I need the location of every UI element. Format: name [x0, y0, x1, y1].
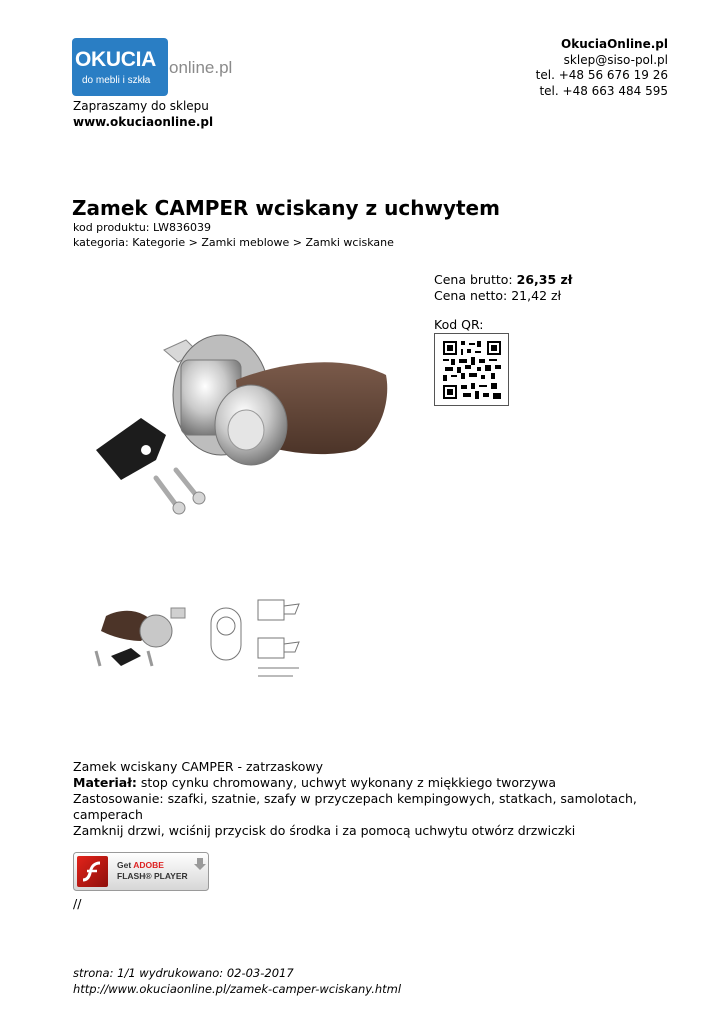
desc-instruction: Zamknij drzwi, wciśnij przycisk do środka i za pomocą uchwytu otwórz drzwiczki — [73, 823, 576, 838]
contact-block — [536, 37, 668, 99]
flash-badge-text — [117, 860, 188, 882]
desc-material — [73, 775, 653, 791]
print-footer — [73, 965, 401, 997]
price-net-label: Cena netto: — [434, 288, 508, 303]
contact-email[interactable]: sklep@siso-pol.pl — [563, 52, 668, 67]
footer-url[interactable]: http://www.okuciaonline.pl/zamek-camper-wciskany.html — [73, 982, 402, 996]
flash-badge-line-1 — [117, 860, 188, 871]
get-flash-player-badge[interactable] — [73, 852, 209, 891]
intro-block — [73, 98, 213, 130]
flash-adobe: ADOBE — [133, 860, 164, 870]
desc-line-1: Zamek wciskany CAMPER - zatrzaskowy — [73, 759, 324, 774]
desc-material-label: Materiał: — [73, 775, 137, 790]
footer-page-info: strona: 1/1 wydrukowano: 02-03-2017 — [73, 966, 294, 980]
logo-word: OKUCIA — [75, 48, 157, 71]
intro-text: Zapraszamy do sklepu — [73, 99, 209, 113]
flash-f-icon — [77, 856, 108, 887]
logo-subtitle: do mebli i szkła — [82, 75, 151, 86]
price-net — [434, 288, 572, 304]
qr-label: Kod QR: — [434, 317, 484, 332]
price-gross-label: Cena brutto: — [434, 272, 513, 287]
product-category: kategoria: Kategorie > Zamki meblowe > Zamki wciskane — [73, 236, 394, 249]
site-logo[interactable] — [72, 38, 242, 98]
qr-code-icon — [443, 341, 501, 399]
contact-phone-1: tel. +48 56 676 19 26 — [535, 68, 668, 82]
product-main-image — [86, 300, 406, 530]
site-link[interactable]: www.okuciaonline.pl — [73, 115, 214, 129]
slashes-text: // — [73, 896, 82, 911]
flash-get: Get — [117, 860, 134, 870]
logo-suffix: online.pl — [169, 58, 233, 77]
flash-badge-line-2: FLASH® PLAYER — [117, 871, 188, 881]
product-code: kod produktu: LW836039 — [73, 221, 211, 234]
product-title: Zamek CAMPER wciskany z uchwytem — [72, 196, 500, 220]
product-meta — [73, 220, 394, 250]
product-description — [73, 759, 653, 839]
contact-phone-2: tel. +48 663 484 595 — [539, 83, 668, 98]
product-thumbnail-drawing[interactable] — [203, 586, 309, 686]
desc-material-value: stop cynku chromowany, uchwyt wykonany z miękkiego tworzywa — [136, 775, 556, 790]
price-block — [434, 272, 572, 304]
desc-usage: Zastosowanie: szafki, szatnie, szafy w przyczepach kempingowych, statkach, samolotach, camperach — [73, 791, 637, 822]
qr-code — [434, 333, 509, 406]
shop-name: OkuciaOnline.pl — [561, 37, 668, 51]
price-gross-value: 26,35 zł — [516, 272, 573, 287]
price-gross — [434, 272, 572, 288]
product-thumbnail-photo[interactable] — [86, 586, 192, 686]
price-net-value: 21,42 zł — [511, 288, 562, 303]
